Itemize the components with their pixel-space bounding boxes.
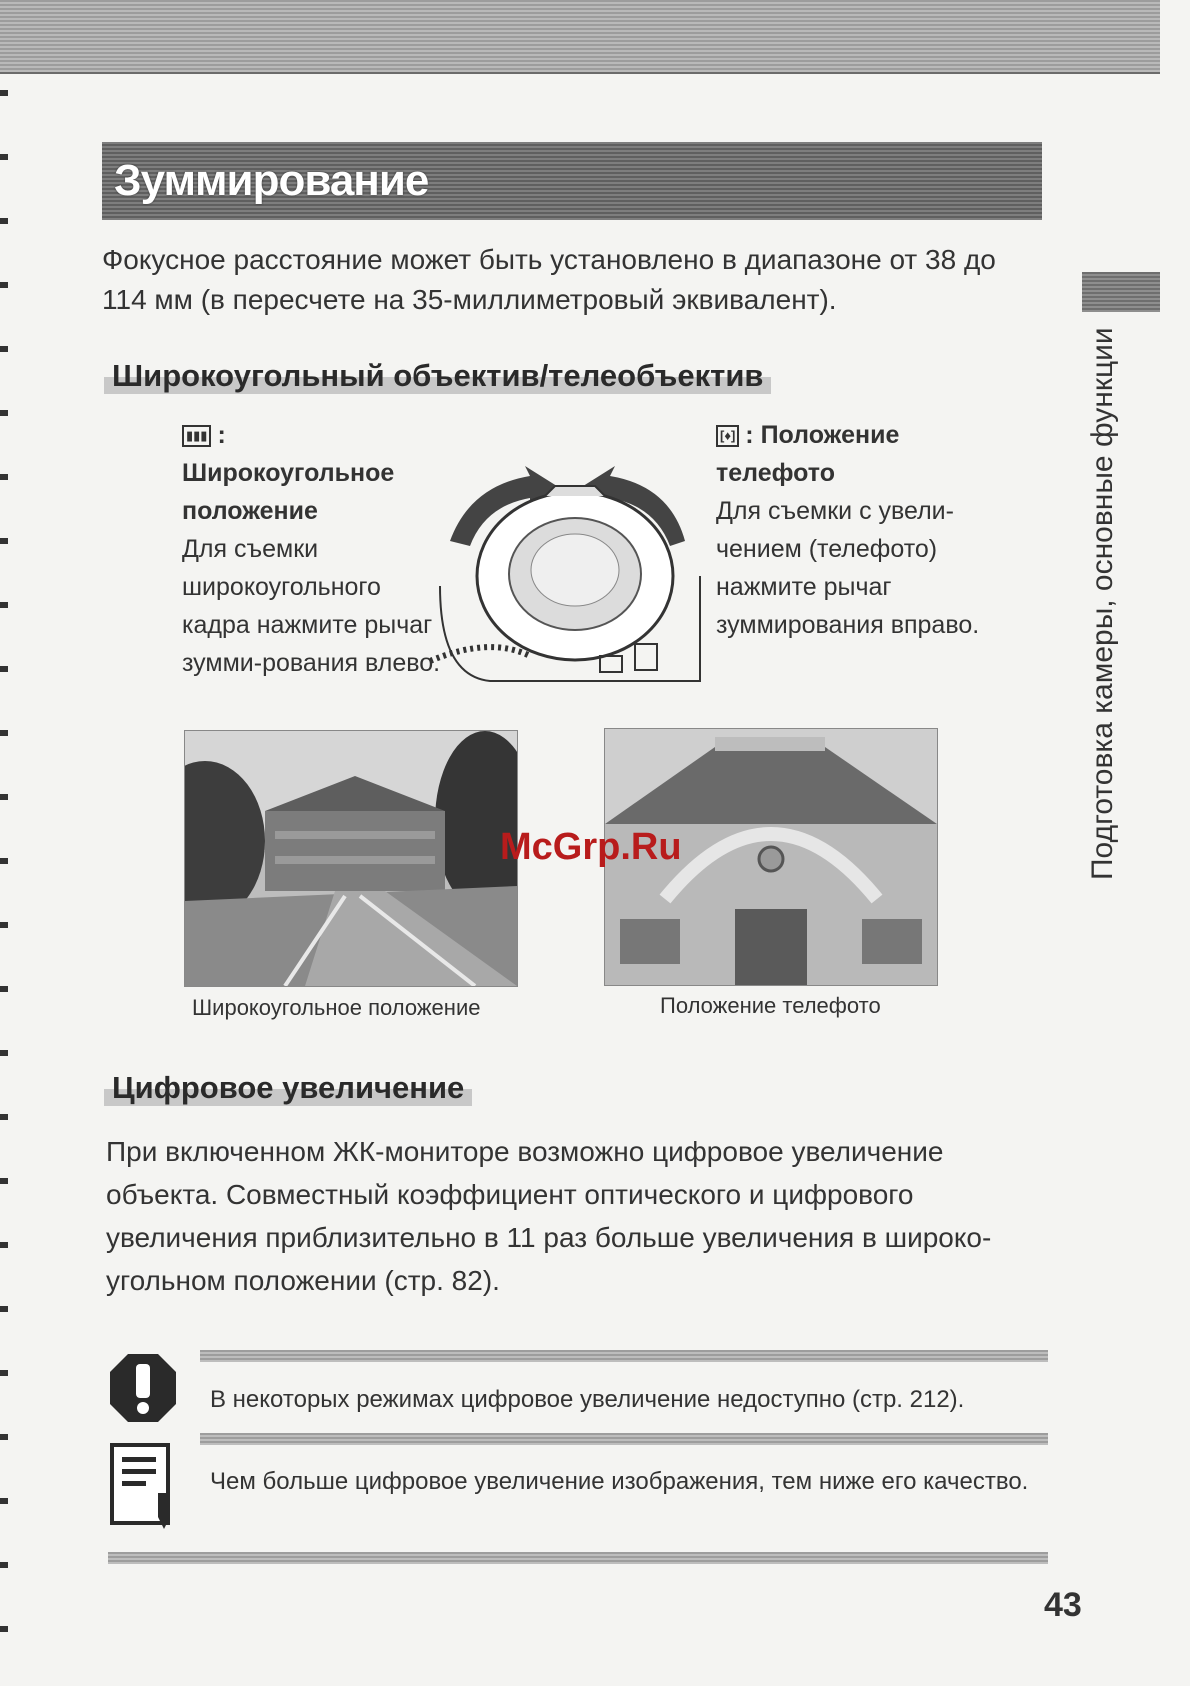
side-tab xyxy=(1082,272,1160,312)
note-rule xyxy=(200,1433,1048,1445)
tele-key-icon: [♦] xyxy=(716,425,739,447)
page-number: 43 xyxy=(1044,1586,1082,1624)
caution-note: В некоторых режимах цифровое увеличение недоступно (стр. 212). xyxy=(210,1386,965,1413)
zoom-lever-illustration xyxy=(430,466,710,686)
wide-label: : Широкоугольное положение xyxy=(182,421,395,525)
watermark: McGrp.Ru xyxy=(500,826,682,868)
note-rule xyxy=(108,1552,1048,1564)
subheading-wide-tele: Широкоугольный объектив/телеобъектив xyxy=(104,356,771,394)
tele-description xyxy=(716,416,996,644)
wide-key-icon: ▮▮▮ xyxy=(182,425,211,447)
wide-text: Для съемки широкоугольного кадра нажмите рычаг зумми-рования влево. xyxy=(182,535,441,677)
photo-wide-angle xyxy=(184,730,518,987)
memo-icon xyxy=(110,1443,176,1531)
section-title: Зуммирование xyxy=(114,156,429,205)
note-rule xyxy=(200,1350,1048,1362)
wide-mark-icon xyxy=(635,644,657,670)
tele-label-row xyxy=(716,416,996,492)
subheading-digital-zoom: Цифровое увеличение xyxy=(104,1068,472,1106)
wide-description xyxy=(182,416,442,682)
caution-icon xyxy=(108,1352,178,1424)
tele-label: : Положение телефото xyxy=(716,421,900,487)
binding-marks xyxy=(0,90,8,1650)
caption-wide: Широкоугольное положение xyxy=(192,995,481,1020)
top-band xyxy=(0,0,1160,72)
memo-note: Чем больше цифровое увеличение изображения, тем ниже его качество. xyxy=(210,1468,1029,1495)
tele-text: Для съемки с увели-чением (телефото) нажмите рычаг зуммирования вправо. xyxy=(716,497,980,639)
digital-zoom-paragraph: При включенном ЖК-мониторе возможно цифровое увеличение объекта. Совместный коэффициент оптического и цифрового увеличения приблизительно в 11 раз больше увеличения в широко-угольном положении (стр. 82). xyxy=(106,1136,992,1296)
top-rule xyxy=(0,72,1160,74)
intro-paragraph: Фокусное расстояние может быть установлено в диапазоне от 38 до 114 мм (в пересчете на 35-миллиметровый эквивалент). xyxy=(102,244,996,315)
tele-mark-icon xyxy=(600,656,622,672)
side-chapter-label: Подготовка камеры, основные функции xyxy=(1086,327,1119,880)
section-title-bar xyxy=(102,142,1042,220)
caption-tele: Положение телефото xyxy=(660,993,881,1018)
wide-label-row xyxy=(182,416,442,530)
